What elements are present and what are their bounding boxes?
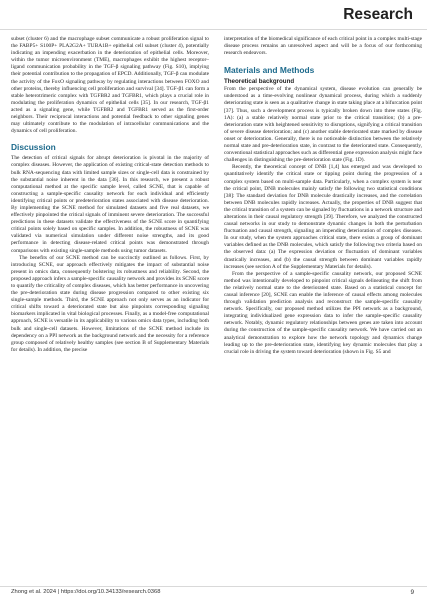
discussion-heading: Discussion [11, 142, 56, 153]
footer-citation: Zhong et al. 2024 | https://doi.org/10.34133/research.0368 [11, 589, 161, 595]
header-divider [0, 29, 427, 30]
journal-name: Research [343, 6, 413, 23]
methods-heading: Materials and Methods [224, 65, 315, 76]
future-work-paragraph: interpretation of the biomedical significance of each critical point in a complex multi-stage disease process remains an unresolved aspect and will be a focus of our forthcoming research endeavors. [224, 36, 422, 57]
theory-subheading: Theoretical background [224, 78, 295, 86]
theory-paragraph-3: From the perspective of a sample-specific causality network, our proposed SCNE method was intentionally developed to pinpoint critical signals delineating the shift from the relatively normal state to the deteriorated state. Based on a statistical concept for causal inference [20], SCNE can enable the inference of causal effects among molecules through validation prediction analysis and reconstruct the sample-specific causality network. Specifically, our proposed method utilizes the PPI network as a background, integrating individualized gene expression data to infer the sample-specific causality network. Notably, dynamic regulatory relationships between genes are taken into account during the construction of the sample-specific causality network. We have carried out an analytical demonstration to explore how the network topology and dynamics change leading up to the pre-deterioration state, identifying key dynamic molecules that play a crucial role in driving the system toward deterioration (shown in Fig. S5 and [224, 270, 422, 355]
intro-paragraph: subset (cluster 6) and the macrophage subset communicate a robust proliferation signal to the FABP5+ S100P+ PLA2G2A+ TUBA1B+ epithelial cell subset (cluster 4), potentially indicating an impending exacerbation in the deterioration of epithelial cells. Moreover, within the tumor microenvironment (TME), macrophages exhibit the highest receptor–ligand communication probability in the TGF-β signaling pathway (Fig. S10), implying their potential contribution to the propagation of EPCD. Additionally, TGF-β can modulate the activity of the FoxO signaling pathway by regulating interactions between FOXO and other proteins, thereby influencing cell proliferation and survival [34]. TGF-β1 can form a stable heterotrimeric complex with TGFBR2 and TGFBR1, which plays a crucial role in modulating the proliferation dynamics of epithelial cells [35]. In our research, TGF-β1 acted as a signaling gene, while TGFBR2 and TGFBR1 served as the first-order neighbors. Their reciprocal interactions and potential feedback to other signaling genes may ultimately contribute to the modulation of intracellular communications and the dynamics of cell proliferation. [11, 36, 209, 135]
right-column [224, 36, 422, 356]
left-column [11, 36, 209, 354]
discussion-paragraph-1: The detection of critical signals for abrupt deterioration is pivotal in the majority of complex diseases. However, the application of existing critical-state detection methods to bulk RNA-sequencing data with limited sample sizes or single-cell data is constrained by the substantial noise inherent in the data [36]. In this research, we present a robust computational method at the specific sample level, called SCNE, that is capable of constructing a sample-specific causality network for each individual and efficiently identifying critical points or predeterioration states associated with disease deterioration. By implementing the SCNE method for simulated datasets and five real datasets, we effectively pinpointed the critical signals of imminent severe deterioration. The successful predictions in these datasets validate the effectiveness of the SCNE score in quantifying critical points solely based on specific samples. In addition, the robustness of SCNE was validated via numerical simulation under different noise strengths, and its good performance in detecting disease-related critical points was demonstrated through comparisons with existing single-sample methods using tumor datasets. [11, 155, 209, 254]
theory-paragraph-1: From the perspective of the dynamical system, disease evolution can generally be understood as a time-evolving nonlinear dynamical process, during which a suddenly deteriorating state is seen as a qualitative change in state taking place at a bifurcation point [37]. Thus, such a development process is typically broken down into three states (Fig. 1A): (a) a stable relatively normal state prior to the critical transition; (b) a pre-deterioration state with heightened sensitivity to disruptions, signifying a critical transition of severe disease deterioration; and (c) another stable deteriorated state marked by disease onset or deterioration. Generally, there is no noticeable distinction between the relatively normal state and pre-deterioration state, in contrast to the deteriorated state. Consequently, conventional statistical approaches such as differential gene expression analysis might face challenges in distinguishing the pre-deterioration state (Fig. 1D). [224, 86, 422, 164]
discussion-paragraph-2: The benefits of our SCNE method can be succinctly outlined as follows. First, by introducing SCNE, our approach effectively mitigates the impact of substantial noise present in omics data, consequently bolstering its robustness and reliability. Second, the proposed approach infers a sample-specific causality network and provides its SCNE score to quantify the criticality of complex diseases, which has better performance in uncovering the pre-deterioration state during disease progression compared to other existing six single-sample methods. Third, the SCNE approach not only serves as an indicator for critical shifts toward a deteriorated state but also pinpoints corresponding signaling biomarkers implicated in vital biological processes. Finally, as a model-free computational approach, SCNE is versatile in its applicability to various omics data types, including both bulk and single-cell datasets. However, limitations of the SCNE method include its dependency on a PPI network as the background network and the necessity for a reference group composed of relatively healthy samples (see section B of Supplementary Materials for details). In addition, the precise [11, 254, 209, 353]
theory-paragraph-2: Recently, the theoretical concept of DNB [1,4] has emerged and was developed to quantitatively identify the critical state or tipping point during the progression of a complex system based on multi-sample data. Particularly, when a complex system is near the critical point, DNB molecules mainly satisfy the following two statistical conditions [38]: The standard deviation for DNB molecule drastically increases, and the correlation between DNB molecules rapidly increases. Actually, the properties of DNB suggest that the critical transition of a system can be signaled by fluctuations in a network structure and alterations in their causal regulatory strength [39]. Therefore, we analyzed the constructed causal networks in our study to demonstrate dynamic changes in both the perturbation fluctuation and causal strength, signaling an impending deterioration of complex diseases. In our study, when the system approaches critical state, there exists a group of dominant variables defined as the DNB molecules, which satisfy the following two criteria based on the observed data: (a) The expression deviation or fluctuation of dominant variables drastically increases, and (b) the causal strength between dominant variables rapidly increases (see section A of the Supplementary Materials for details). [224, 164, 422, 270]
page-number: 9 [410, 589, 414, 596]
footer-divider [0, 586, 427, 587]
